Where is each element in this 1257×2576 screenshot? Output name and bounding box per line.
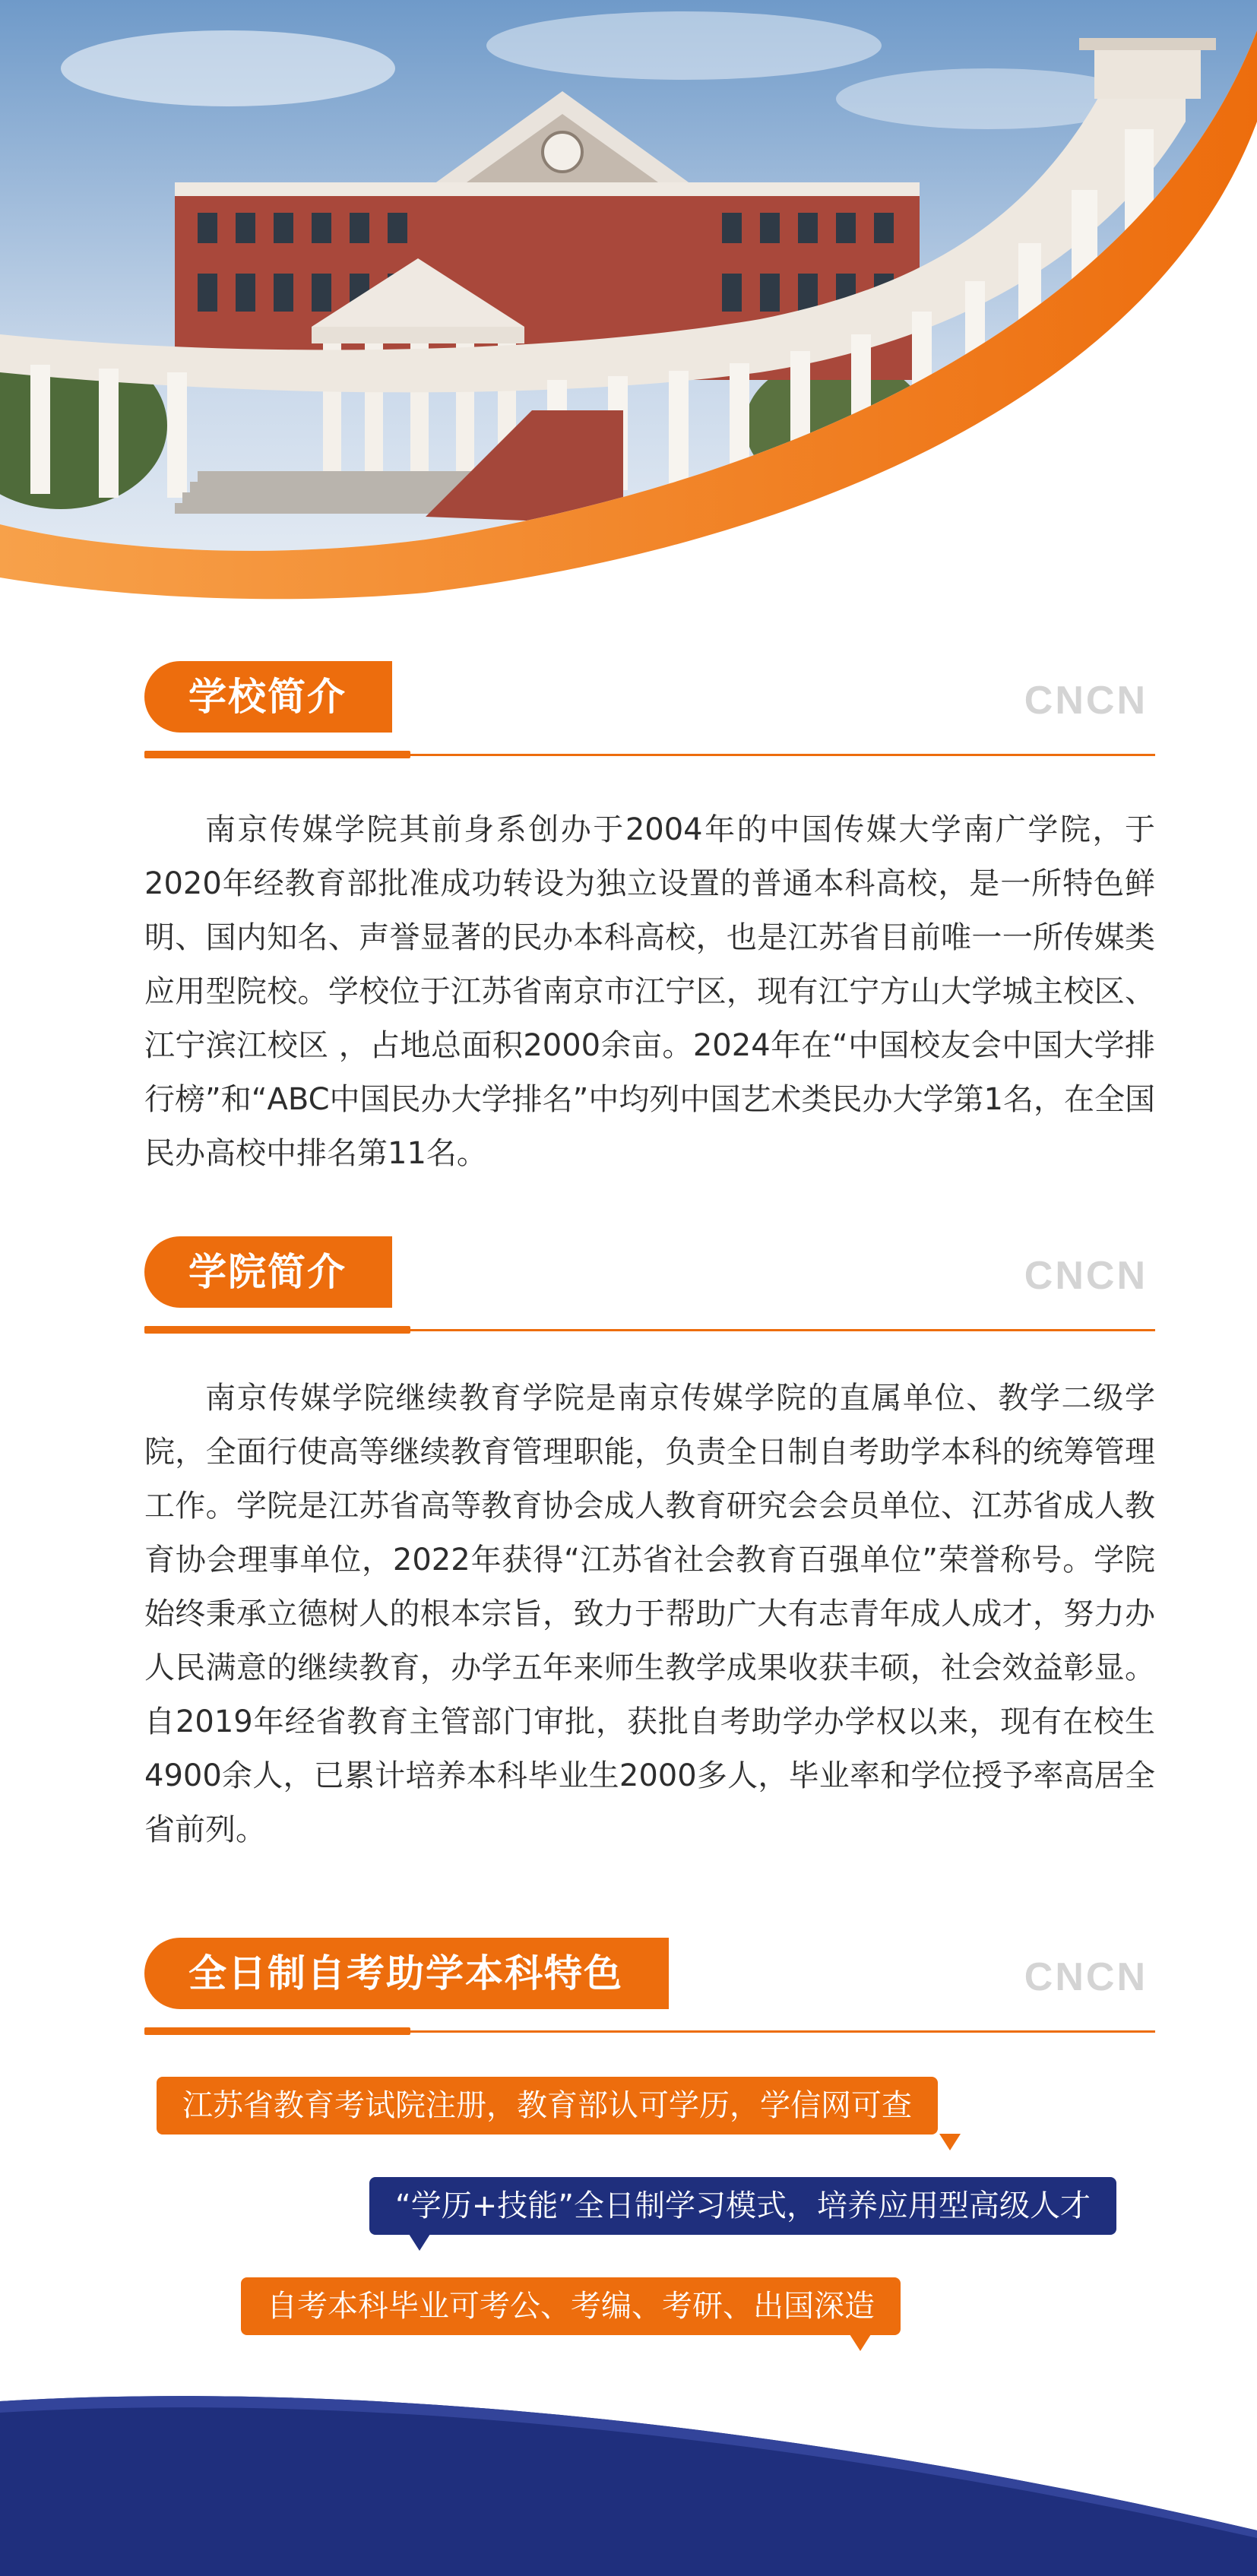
section-title: 学院简介 xyxy=(144,1236,392,1308)
divider-accent xyxy=(144,2027,410,2035)
feature-bubble-2: “学历+技能”全日制学习模式，培养应用型高级人才 xyxy=(369,2177,1116,2235)
divider-accent xyxy=(144,1326,410,1334)
bubble-tail xyxy=(409,2234,430,2251)
feature-bubble-1: 江苏省教育考试院注册，教育部认可学历，学信网可查 xyxy=(157,2077,938,2135)
hero-campus-image xyxy=(0,0,1257,608)
college-intro-paragraph: 南京传媒学院继续教育学院是南京传媒学院的直属单位、教学二级学院，全面行使高等继续教育管理职能，负责全日制自考助学本科的统筹管理工作。学院是江苏省高等教育协会成人教育研究会会员单位、江苏省成人教育协会理事单位，2022年获得“江苏省社会教育百强单位”荣誉称号。学院始终秉承立德树人的根本宗旨，致力于帮助广大有志青年成人成才，努力办人民满意的继续教育，办学五年来师生教学成果收获丰硕，社会效益彰显。自2019年经省教育主管部门审批，获批自考助学办学权以来，现有在校生4900余人，已累计培养本科毕业生2000多人，毕业率和学位授予率高居全省前列。 xyxy=(144,1381,1155,1847)
school-intro-paragraph: 南京传媒学院其前身系创办于2004年的中国传媒大学南广学院，于2020年经教育部批准成功转设为独立设置的普通本科高校，是一所特色鲜明、国内知名、声誉显著的民办本科高校，也是江苏省目前唯一一所传媒类应用型院校。学校位于江苏省南京市江宁区，现有江宁方山大学城主校区、江宁滨江校区 ，占地总面积2000余亩。2024年在“中国校友会中国大学排行榜”和“ABC中国民办大学排名”中均列中国艺术类民办大学第1名，在全国民办高校中排名第11名。 xyxy=(144,812,1155,1171)
brand-logo: CNCN xyxy=(1024,1955,1148,1999)
feature-bubble-3: 自考本科毕业可考公、考编、考研、出国深造 xyxy=(241,2277,901,2335)
section-title: 学校简介 xyxy=(144,661,392,733)
brand-logo: CNCN xyxy=(1024,1254,1148,1298)
section-school-intro-header xyxy=(144,661,1155,760)
bubble-tail xyxy=(850,2334,871,2351)
section-college-intro-header xyxy=(144,1236,1155,1335)
footer-wave xyxy=(0,2371,1257,2576)
divider-accent xyxy=(144,751,410,758)
section-title: 全日制自考助学本科特色 xyxy=(144,1938,669,2009)
brand-logo: CNCN xyxy=(1024,679,1148,723)
bubble-tail xyxy=(939,2134,961,2150)
section-features-header xyxy=(144,1938,1155,2036)
